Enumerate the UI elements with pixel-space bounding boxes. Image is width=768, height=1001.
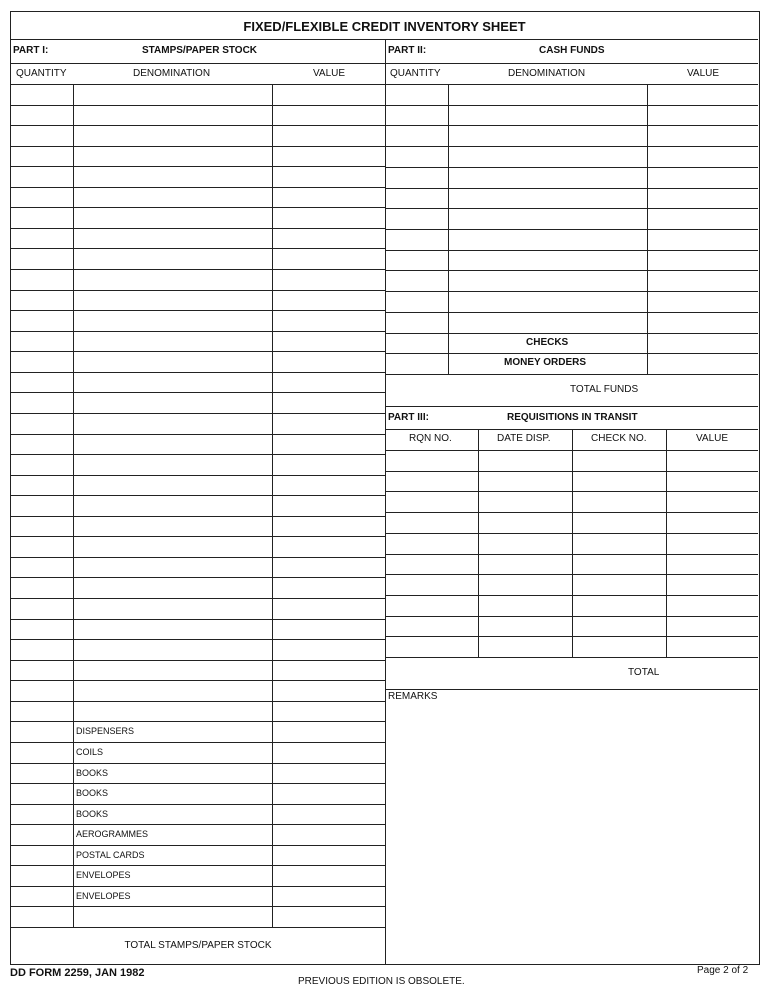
quantity-cell[interactable] bbox=[12, 167, 72, 186]
value-cell[interactable] bbox=[649, 106, 757, 125]
quantity-cell[interactable] bbox=[12, 126, 72, 145]
quantity-cell[interactable] bbox=[12, 702, 72, 721]
value-cell[interactable] bbox=[274, 208, 384, 227]
value-cell[interactable] bbox=[274, 147, 384, 166]
part2-col-denomination: DENOMINATION bbox=[508, 68, 586, 79]
value-cell[interactable] bbox=[274, 106, 384, 125]
value-cell[interactable] bbox=[274, 537, 384, 556]
quantity-cell[interactable] bbox=[12, 455, 72, 474]
column-line bbox=[73, 84, 74, 927]
part3-col-check: CHECK NO. bbox=[591, 433, 647, 444]
quantity-cell[interactable] bbox=[12, 311, 72, 330]
column-line bbox=[272, 84, 273, 927]
value-cell[interactable] bbox=[274, 229, 384, 248]
value-cell[interactable] bbox=[649, 354, 757, 373]
part1-heading: STAMPS/PAPER STOCK bbox=[142, 45, 258, 56]
quantity-cell[interactable] bbox=[12, 147, 72, 166]
value-cell[interactable] bbox=[274, 681, 384, 700]
value-cell[interactable] bbox=[274, 661, 384, 680]
value-cell[interactable] bbox=[274, 599, 384, 618]
part3-label: PART III: bbox=[388, 412, 429, 423]
divider bbox=[385, 689, 758, 690]
part2-col-value: VALUE bbox=[687, 68, 720, 79]
quantity-cell[interactable] bbox=[12, 537, 72, 556]
stock-item-label: BOOKS bbox=[76, 788, 109, 798]
value-cell[interactable] bbox=[274, 435, 384, 454]
value-cell[interactable] bbox=[649, 230, 757, 249]
part1-col-denomination: DENOMINATION bbox=[133, 68, 211, 79]
quantity-cell[interactable] bbox=[12, 476, 72, 495]
stock-item-label: COILS bbox=[76, 747, 104, 757]
value-cell[interactable] bbox=[274, 352, 384, 371]
stock-item-label: ENVELOPES bbox=[76, 870, 131, 880]
part1-col-value: VALUE bbox=[313, 68, 346, 79]
value-cell[interactable] bbox=[274, 825, 384, 844]
quantity-cell[interactable] bbox=[12, 373, 72, 392]
quantity-cell[interactable] bbox=[12, 681, 72, 700]
value-cell[interactable] bbox=[274, 496, 384, 515]
quantity-cell[interactable] bbox=[12, 85, 72, 104]
value-cell[interactable] bbox=[274, 332, 384, 351]
value-cell[interactable] bbox=[274, 249, 384, 268]
quantity-cell[interactable] bbox=[12, 188, 72, 207]
quantity-cell[interactable] bbox=[12, 784, 72, 803]
total-funds-label: TOTAL FUNDS bbox=[570, 384, 639, 395]
value-cell[interactable] bbox=[649, 126, 757, 145]
quantity-cell[interactable] bbox=[12, 907, 72, 926]
value-cell[interactable] bbox=[649, 313, 757, 332]
form-number: DD FORM 2259, JAN 1982 bbox=[10, 967, 145, 979]
divider bbox=[385, 406, 758, 407]
quantity-cell[interactable] bbox=[12, 270, 72, 289]
inventory-form bbox=[10, 11, 760, 965]
quantity-cell[interactable] bbox=[12, 352, 72, 371]
quantity-cell[interactable] bbox=[12, 414, 72, 433]
value-cell[interactable] bbox=[274, 476, 384, 495]
part1-label: PART I: bbox=[13, 45, 49, 56]
part3-heading: REQUISITIONS IN TRANSIT bbox=[507, 412, 638, 423]
stock-item-label: BOOKS bbox=[76, 768, 109, 778]
value-cell[interactable] bbox=[274, 907, 384, 926]
value-cell[interactable] bbox=[274, 620, 384, 639]
quantity-cell[interactable] bbox=[12, 846, 72, 865]
quantity-cell[interactable] bbox=[12, 866, 72, 885]
table-row-line bbox=[385, 657, 758, 658]
quantity-cell[interactable] bbox=[12, 558, 72, 577]
stock-item-label: POSTAL CARDS bbox=[76, 850, 145, 860]
value-cell[interactable] bbox=[274, 743, 384, 762]
value-cell[interactable] bbox=[274, 126, 384, 145]
quantity-cell[interactable] bbox=[12, 249, 72, 268]
value-cell[interactable] bbox=[274, 393, 384, 412]
quantity-cell[interactable] bbox=[12, 887, 72, 906]
column-line bbox=[448, 84, 449, 374]
quantity-cell[interactable] bbox=[12, 620, 72, 639]
stock-item-label: AEROGRAMMES bbox=[76, 829, 149, 839]
value-cell[interactable] bbox=[649, 251, 757, 270]
part2-heading: CASH FUNDS bbox=[539, 45, 605, 56]
edition-note: PREVIOUS EDITION IS OBSOLETE. bbox=[298, 976, 465, 987]
value-cell[interactable] bbox=[649, 271, 757, 290]
quantity-cell[interactable] bbox=[12, 291, 72, 310]
quantity-cell[interactable] bbox=[12, 332, 72, 351]
part3-total-label: TOTAL bbox=[628, 667, 660, 678]
quantity-cell[interactable] bbox=[12, 208, 72, 227]
value-cell[interactable] bbox=[649, 334, 757, 353]
quantity-cell[interactable] bbox=[12, 106, 72, 125]
part2-label: PART II: bbox=[388, 45, 427, 56]
table-row-line bbox=[11, 927, 385, 928]
value-cell[interactable] bbox=[274, 188, 384, 207]
value-cell[interactable] bbox=[274, 722, 384, 741]
remarks-field[interactable] bbox=[387, 706, 757, 962]
value-cell[interactable] bbox=[274, 85, 384, 104]
column-line bbox=[666, 429, 667, 657]
value-cell[interactable] bbox=[274, 291, 384, 310]
quantity-cell[interactable] bbox=[12, 599, 72, 618]
part1-total-label: TOTAL STAMPS/PAPER STOCK bbox=[124, 940, 272, 951]
value-cell[interactable] bbox=[274, 578, 384, 597]
value-cell[interactable] bbox=[274, 866, 384, 885]
part3-col-date: DATE DISP. bbox=[497, 433, 551, 444]
value-cell[interactable] bbox=[274, 517, 384, 536]
part1-col-quantity: QUANTITY bbox=[16, 68, 67, 79]
quantity-cell[interactable] bbox=[12, 825, 72, 844]
stock-item-label: ENVELOPES bbox=[76, 891, 131, 901]
part2-col-quantity: QUANTITY bbox=[390, 68, 441, 79]
quantity-cell[interactable] bbox=[12, 722, 72, 741]
value-cell[interactable] bbox=[274, 373, 384, 392]
remarks-label: REMARKS bbox=[388, 691, 438, 702]
value-cell[interactable] bbox=[274, 167, 384, 186]
center-divider bbox=[385, 39, 386, 964]
value-cell[interactable] bbox=[274, 764, 384, 783]
part3-col-value: VALUE bbox=[696, 433, 729, 444]
value-cell[interactable] bbox=[274, 887, 384, 906]
value-cell[interactable] bbox=[649, 292, 757, 311]
stock-item-label: DISPENSERS bbox=[76, 726, 135, 736]
column-line bbox=[572, 429, 573, 657]
money-orders-label: MONEY ORDERS bbox=[504, 357, 587, 368]
value-cell[interactable] bbox=[649, 85, 757, 104]
value-cell[interactable] bbox=[274, 414, 384, 433]
value-cell[interactable] bbox=[274, 640, 384, 659]
form-title: FIXED/FLEXIBLE CREDIT INVENTORY SHEET bbox=[243, 19, 526, 34]
quantity-cell[interactable] bbox=[12, 435, 72, 454]
value-cell[interactable] bbox=[274, 702, 384, 721]
page-label: Page 2 of 2 bbox=[697, 965, 749, 976]
column-line bbox=[478, 429, 479, 657]
value-cell[interactable] bbox=[274, 805, 384, 824]
quantity-cell[interactable] bbox=[12, 640, 72, 659]
column-line bbox=[647, 84, 648, 374]
value-cell[interactable] bbox=[274, 558, 384, 577]
value-cell[interactable] bbox=[274, 270, 384, 289]
part3-col-rqn: RQN NO. bbox=[409, 433, 452, 444]
quantity-cell[interactable] bbox=[12, 229, 72, 248]
table-row-line bbox=[385, 374, 758, 375]
value-cell[interactable] bbox=[274, 455, 384, 474]
quantity-cell[interactable] bbox=[12, 496, 72, 515]
value-cell[interactable] bbox=[649, 168, 757, 187]
quantity-cell[interactable] bbox=[12, 517, 72, 536]
quantity-cell[interactable] bbox=[12, 393, 72, 412]
value-cell[interactable] bbox=[649, 147, 757, 166]
quantity-cell[interactable] bbox=[12, 764, 72, 783]
quantity-cell[interactable] bbox=[12, 805, 72, 824]
value-cell[interactable] bbox=[649, 209, 757, 228]
checks-label: CHECKS bbox=[526, 337, 569, 348]
value-cell[interactable] bbox=[274, 311, 384, 330]
quantity-cell[interactable] bbox=[12, 661, 72, 680]
value-cell[interactable] bbox=[274, 846, 384, 865]
stock-item-label: BOOKS bbox=[76, 809, 109, 819]
quantity-cell[interactable] bbox=[12, 743, 72, 762]
value-cell[interactable] bbox=[649, 189, 757, 208]
quantity-cell[interactable] bbox=[12, 578, 72, 597]
value-cell[interactable] bbox=[274, 784, 384, 803]
